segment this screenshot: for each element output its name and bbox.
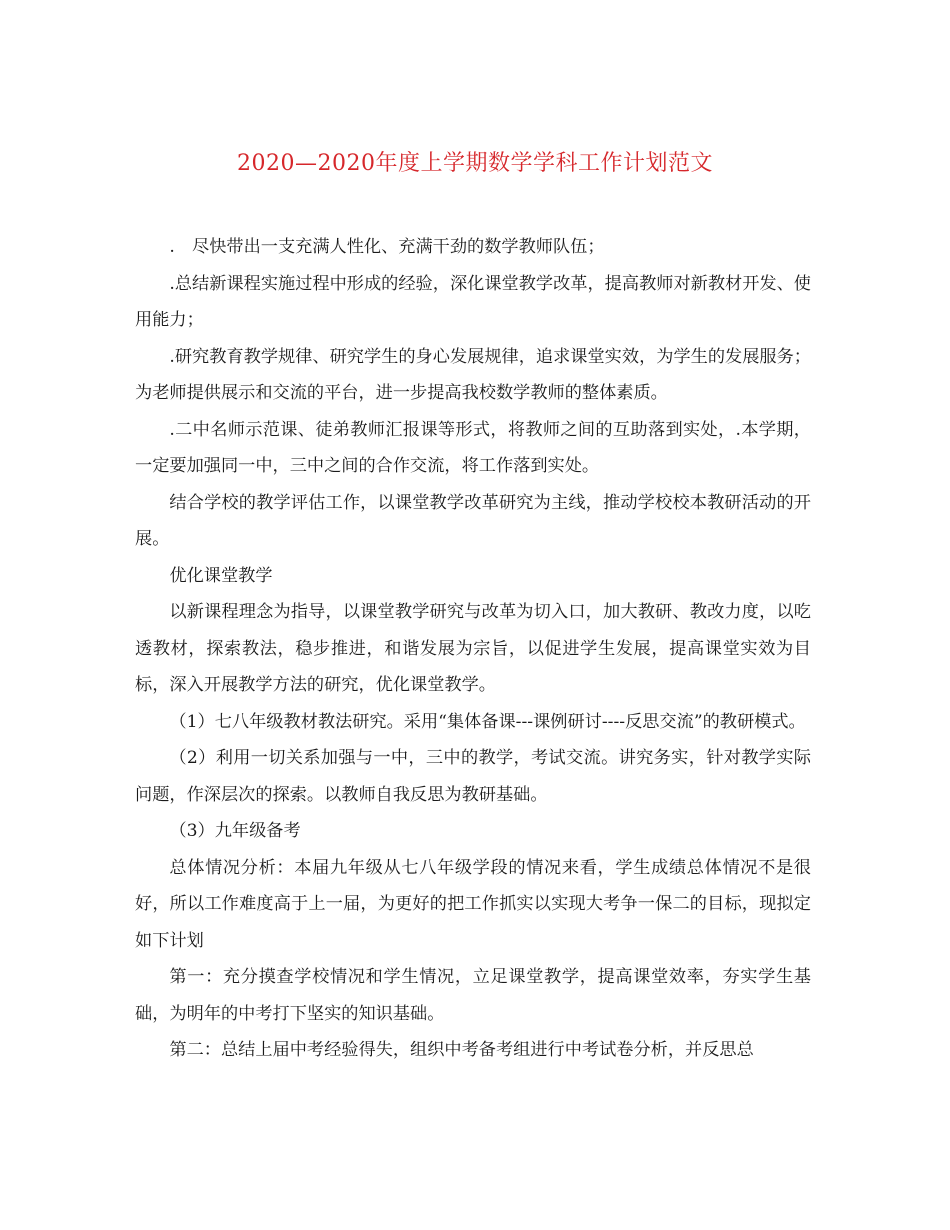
- paragraph: （1）七八年级教材教法研究。采用“集体备课---课例研讨----反思交流”的教研模式。: [169, 711, 806, 732]
- paragraph: .总结新课程实施过程中形成的经验，深化课堂教学改革，提高教师对新教材开发、使用能力；: [135, 273, 811, 330]
- paragraph: 总体情况分析：本届九年级从七八年级学段的情况来看，学生成绩总体情况不是很好，所以工作难度高于上一届，为更好的把工作抓实以实现大考争一保二的目标，现拟定如下计划: [135, 857, 811, 951]
- paragraph: 优化课堂教学: [169, 565, 273, 586]
- paragraph: （3）九年级备考: [169, 821, 301, 841]
- paragraph: 以新课程理念为指导，以课堂教学研究与改革为切入口，加大教研、教改力度，以吃透教材，探索教法，稳步推进，和谐发展为宗旨，以促进学生发展，提高课堂实效为目标，深入开展教学方法的研究，优化课堂教学。: [135, 602, 811, 695]
- paragraph: 第一：充分摸查学校情况和学生情况，立足课堂教学，提高课堂效率，夯实学生基础，为明年的中考打下坚实的知识基础。: [135, 967, 811, 1024]
- paragraph: .研究教育教学规律、研究学生的身心发展规律，追求课堂实效，为学生的发展服务；为老师提供展示和交流的平台，进一步提高我校数学教师的整体素质。: [135, 346, 811, 403]
- paragraph: （2）利用一切关系加强与一中，三中的教学，考试交流。讲究务实，针对教学实际问题，作深层次的探索。以教师自我反思为教研基础。: [135, 748, 811, 805]
- paragraph: . 尽快带出一支充满人性化、充满干劲的数学教师队伍；: [169, 237, 605, 257]
- paragraph: 第二：总结上届中考经验得失，组织中考备考组进行中考试卷分析，并反思总: [169, 1040, 754, 1060]
- document-title: 2020—2020年度上学期数学学科工作计划范文: [237, 151, 713, 176]
- document-body: [135, 229, 811, 1069]
- paragraph: 结合学校的教学评估工作，以课堂教学改革研究为主线，推动学校校本教研活动的开展。: [135, 492, 811, 549]
- paragraph: .二中名师示范课、徒弟教师汇报课等形式，将教师之间的互助落到实处，.本学期，一定要加强同一中，三中之间的合作交流，将工作落到实处。: [135, 419, 811, 476]
